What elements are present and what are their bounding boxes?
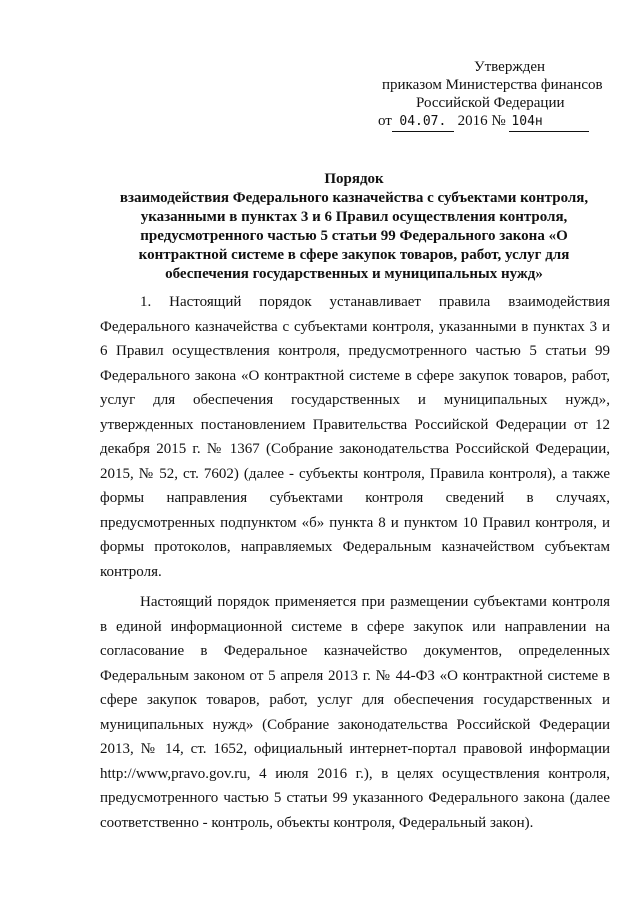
paragraph-2: Настоящий порядок применяется при размещении субъектами контроля в единой информационной системе в сфере закупок или направлении на согласование в Федеральное казначейство документов, определенных Федеральным законом от 5 апреля 2013 г. № 44-ФЗ «О контрактной системе в сфере закупок товаров, работ, услуг для обеспечения государственных и муниципальных нужд» (Собрание законодательства Российской Федерации 2013, № 14, ст. 1652, официальный интернет-портал правовой информации http://www,pravo.gov.ru, 4 июля 2016 г.), в целях осуществления контроля, предусмотренного частью 5 статьи 99 указанного Федерального закона (далее соответственно - контроль, объекты контроля, Федеральный закон). [100, 594, 610, 831]
approval-order-line: приказом Министерства финансов [382, 77, 603, 93]
approval-date-line [370, 112, 620, 132]
title-heading: Порядок [324, 171, 384, 187]
year-text: 2016 [457, 113, 488, 129]
document-body [100, 290, 610, 841]
paragraph-1: 1. Настоящий порядок устанавливает правила взаимодействия Федерального казначейства с субъектами контроля, указанными в пунктах 3 и 6 Правил осуществления контроля, предусмотренного частью 5 статьи 99 Федерального закона «О контрактной системе в сфере закупок товаров, работ, услуг для обеспечения государственных и муниципальных нужд», утвержденных постановлением Правительства Российской Федерации от 12 декабря 2015 г. № 1367 (Собрание законодательства Российской Федерации, 2015, № 52, ст. 7602) (далее - субъекты контроля, Правила контроля), а также формы направления субъектами контроля сведений в случаях, предусмотренных подпунктом «б» пункта 8 и пунктом 10 Правил контроля, и формы протоколов, направляемых Федеральным казначейством субъектам контроля. [100, 294, 610, 580]
date-prefix: от [378, 113, 392, 129]
approval-label: Утвержден [474, 59, 546, 75]
approval-block [370, 58, 620, 132]
document-title [100, 170, 608, 284]
approval-country-line: Российской Федерации [416, 95, 565, 111]
handwritten-date: 04.07. [392, 113, 454, 132]
title-subtitle: взаимодействия Федерального казначейства с субъектами контроля, указанными в пунктах 3 и 6 Правил осуществления контроля, предусмотренного частью 5 статьи 99 Федерального закона «О контрактной системе в сфере закупок товаров, работ, услуг для обеспечения государственных и муниципальных нужд» [119, 190, 589, 282]
handwritten-number: 104н [509, 113, 589, 132]
number-prefix: № [491, 113, 506, 129]
